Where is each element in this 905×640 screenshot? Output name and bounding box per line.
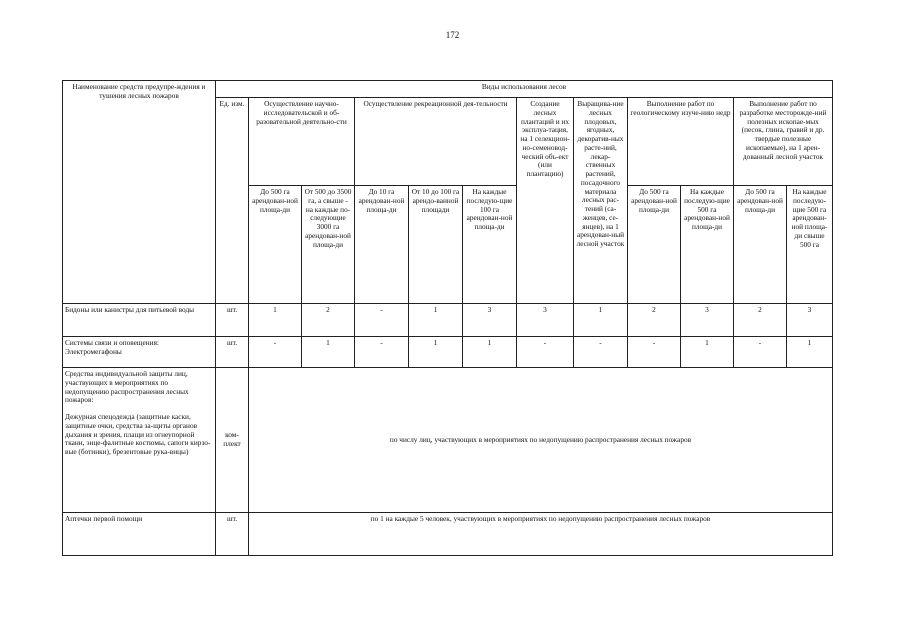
- table-row: [63, 304, 833, 337]
- table-cell: -: [628, 337, 681, 368]
- table-cell: -: [734, 337, 787, 368]
- table-cell: 2: [734, 304, 787, 337]
- table-cell: 1: [302, 337, 355, 368]
- subheader-research-up-to-500: До 500 га арендован-ной площа-ди: [249, 186, 302, 304]
- table-cell: 2: [628, 304, 681, 337]
- header-item-name: Наименование средств предупре-ждения и тушения лесных пожаров: [63, 81, 216, 304]
- table-row: [63, 368, 833, 513]
- subheader-recreation-each-100: На каждые последую-щие 100 га арендован-ной площа-ди: [463, 186, 517, 304]
- row-item-unit: шт.: [216, 513, 249, 556]
- row-item-name-part1: Средства индивидуальной защиты лиц, участвующих в мероприятиях по недопущению распространения лесных пожаров:: [65, 369, 189, 405]
- header-row-1: [63, 81, 833, 98]
- table-cell: 1: [681, 337, 734, 368]
- row-item-unit: ком-плект: [216, 368, 249, 513]
- table-cell: 1: [463, 337, 517, 368]
- header-forest-use-types: Виды использования лесов: [216, 81, 833, 98]
- table-cell: 3: [463, 304, 517, 337]
- row-item-name: Бидоны или канистры для питьевой воды: [63, 304, 216, 337]
- row-item-name: Аптечки первой помощи: [63, 513, 216, 556]
- subheader-recreation-up-to-10: До 10 га арендован-ной площа-ди: [355, 186, 409, 304]
- table-row: [63, 513, 833, 556]
- fire-equipment-table: [62, 80, 833, 556]
- table-cell: -: [574, 337, 628, 368]
- page-number: 172: [445, 30, 460, 40]
- table-cell: -: [355, 337, 409, 368]
- row-item-name: Системы связи и оповещения: Электромегафоны: [63, 337, 216, 368]
- row-item-unit: шт.: [216, 337, 249, 368]
- table-cell: -: [249, 337, 302, 368]
- header-group-plantations: Создание лесных плантаций и их эксплуа-тация, на 1 селекцион-но-семеновод-ческий объ-ект (или плантацию): [517, 98, 574, 304]
- row-item-unit: шт.: [216, 304, 249, 337]
- subheader-research-500-3500: От 500 до 3500 га, а свыше - на каждые по-следующие 3000 га арендован-ной площа-ди: [302, 186, 355, 304]
- table-cell: 3: [787, 304, 833, 337]
- merged-value-cell: по числу лиц, участвующих в мероприятиях по недопущению распространения лесных пожаров: [249, 368, 833, 513]
- table-cell: 1: [409, 337, 463, 368]
- subheader-mining-each-500: На каждые последую-щие 500 га арендован-ной площа-ди свыше 500 га: [787, 186, 833, 304]
- subheader-geology-each-500: На каждые последую-щие 500 га арендован-ной площа-ди: [681, 186, 734, 304]
- header-group-geology: Выполнение работ по геологическому изуче-нию недр: [628, 98, 734, 186]
- header-group-mining: Выполнение работ по разработке месторожде-ний полезных ископае-мых (песок, глина, гравий и др. твердые полезные ископаемые), на 1 арен-дованный лесной участок: [734, 98, 833, 186]
- subheader-geology-up-to-500: До 500 га арендован-ной площа-ди: [628, 186, 681, 304]
- subheader-mining-up-to-500: До 500 га арендован-ной площа-ди: [734, 186, 787, 304]
- table-cell: 1: [249, 304, 302, 337]
- table-cell: 1: [787, 337, 833, 368]
- table-cell: -: [355, 304, 409, 337]
- row-item-name-part2: Дежурная спецодежда (защитные каски, защитные очки, средства за-щиты органов дыхания и зрения, плащи из огнеупорной ткани, энце-фалитные костюмы, сапоги кирзо-вые (ботинки), брезентовые рука-вицы): [65, 412, 211, 456]
- header-group-growing: Выращива-ние лесных плодовых, ягодных, декоратив-ных расте-ний, лекар-ственных растений, посадочного материала лесных рас-тений (са-женцев, се-янцев), на 1 арендован-ный лесной участок: [574, 98, 628, 304]
- table-row: [63, 337, 833, 368]
- table-cell: 1: [409, 304, 463, 337]
- header-group-recreation: Осуществление рекреационной дея-тельности: [355, 98, 517, 186]
- row-item-name: [63, 368, 216, 513]
- table-cell: 2: [302, 304, 355, 337]
- table-cell: -: [517, 337, 574, 368]
- table-cell: 3: [517, 304, 574, 337]
- header-group-research: Осуществление научно-исследовательской и об-разовательной деятельно-сти: [249, 98, 355, 186]
- header-unit: Ед. изм.: [216, 98, 249, 304]
- subheader-recreation-10-100: От 10 до 100 га арендо-ванной площади: [409, 186, 463, 304]
- table-cell: 1: [574, 304, 628, 337]
- merged-value-cell: по 1 на каждые 5 человек, участвующих в мероприятиях по недопущению распространения лесных пожаров: [249, 513, 833, 556]
- table-cell: 3: [681, 304, 734, 337]
